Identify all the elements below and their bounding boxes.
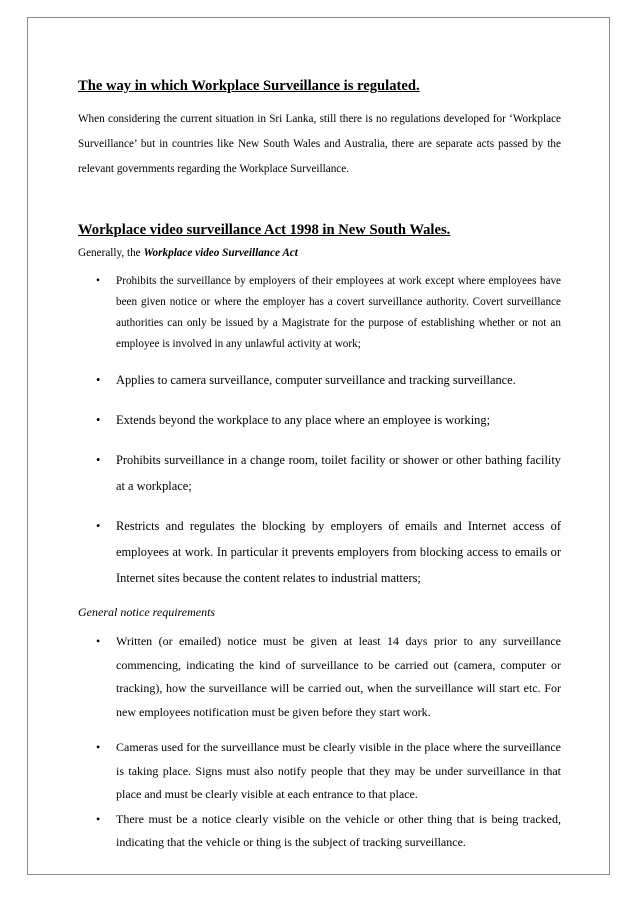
notice-points-list — [78, 630, 561, 855]
bullet-icon: • — [96, 373, 101, 387]
list-item — [78, 447, 561, 499]
notice-heading: General notice requirements — [78, 605, 216, 619]
list-item-text: Written (or emailed) notice must be given at least 14 days prior to any surveillance commencing, indicating the kind of surveillance to be carried out (camera, computer or tracking), how the surveillance will be carried out, when the surveillance will start etc. For new employees notification must be given before they start work. — [116, 634, 561, 719]
bullet-icon: • — [96, 811, 101, 826]
section-heading-regulation: The way in which Workplace Surveillance is regulated. — [78, 78, 420, 94]
list-item — [78, 407, 561, 433]
list-item — [78, 736, 561, 807]
list-item-text: Cameras used for the surveillance must be clearly visible in the place where the surveillance is taking place. Signs must also notify people that they may be under surveillance in that place and must be clearly visible at each entrance to that place. — [116, 740, 561, 801]
list-item — [78, 808, 561, 855]
list-item — [78, 367, 561, 393]
bullet-icon: • — [96, 634, 101, 648]
act-points-list — [78, 271, 561, 591]
list-item — [78, 630, 561, 724]
list-item-text: Applies to camera surveillance, computer surveillance and tracking surveillance. — [116, 373, 516, 387]
bullet-icon: • — [96, 275, 100, 287]
generally-prefix: Generally, the — [78, 247, 141, 259]
list-item — [78, 271, 561, 355]
list-item — [78, 513, 561, 591]
section-heading-nsw-act: Workplace video surveillance Act 1998 in New South Wales. — [78, 222, 451, 238]
list-item-text: Restricts and regulates the blocking by employers of emails and Internet access of employees at work. In particular it prevents employers from blocking access to emails or Internet sites because the content relates to industrial matters; — [116, 519, 561, 585]
bullet-icon: • — [96, 453, 101, 467]
bullet-icon: • — [96, 740, 101, 754]
list-item-text: Prohibits surveillance in a change room, toilet facility or shower or other bathing facility at a workplace; — [116, 453, 561, 493]
intro-paragraph: When considering the current situation in Sri Lanka, still there is no regulations developed for ‘Workplace Surveillance’ but in countries like New South Wales and Australia, there are separate acts passed by the relevant governments regarding the Workplace Surveillance. — [78, 113, 561, 175]
document-page — [27, 17, 610, 875]
act-name: Workplace video Surveillance Act — [143, 247, 298, 259]
generally-line — [78, 247, 561, 259]
list-item-text: Extends beyond the workplace to any place where an employee is working; — [116, 413, 491, 427]
list-item-text: Prohibits the surveillance by employers of their employees at work except where employees have been given notice or where the employer has a covert surveillance authority. Covert surveillance authorities can only be issued by a Magistrate for the purpose of establishing whether or not an employee is involved in any unlawful activity at work; — [116, 275, 561, 350]
list-item-text: There must be a notice clearly visible on the vehicle or other thing that is being tracked, indicating that the vehicle or thing is the subject of tracking surveillance. — [116, 811, 561, 849]
bullet-icon: • — [96, 519, 101, 533]
bullet-icon: • — [96, 413, 101, 427]
page-content — [78, 78, 561, 855]
